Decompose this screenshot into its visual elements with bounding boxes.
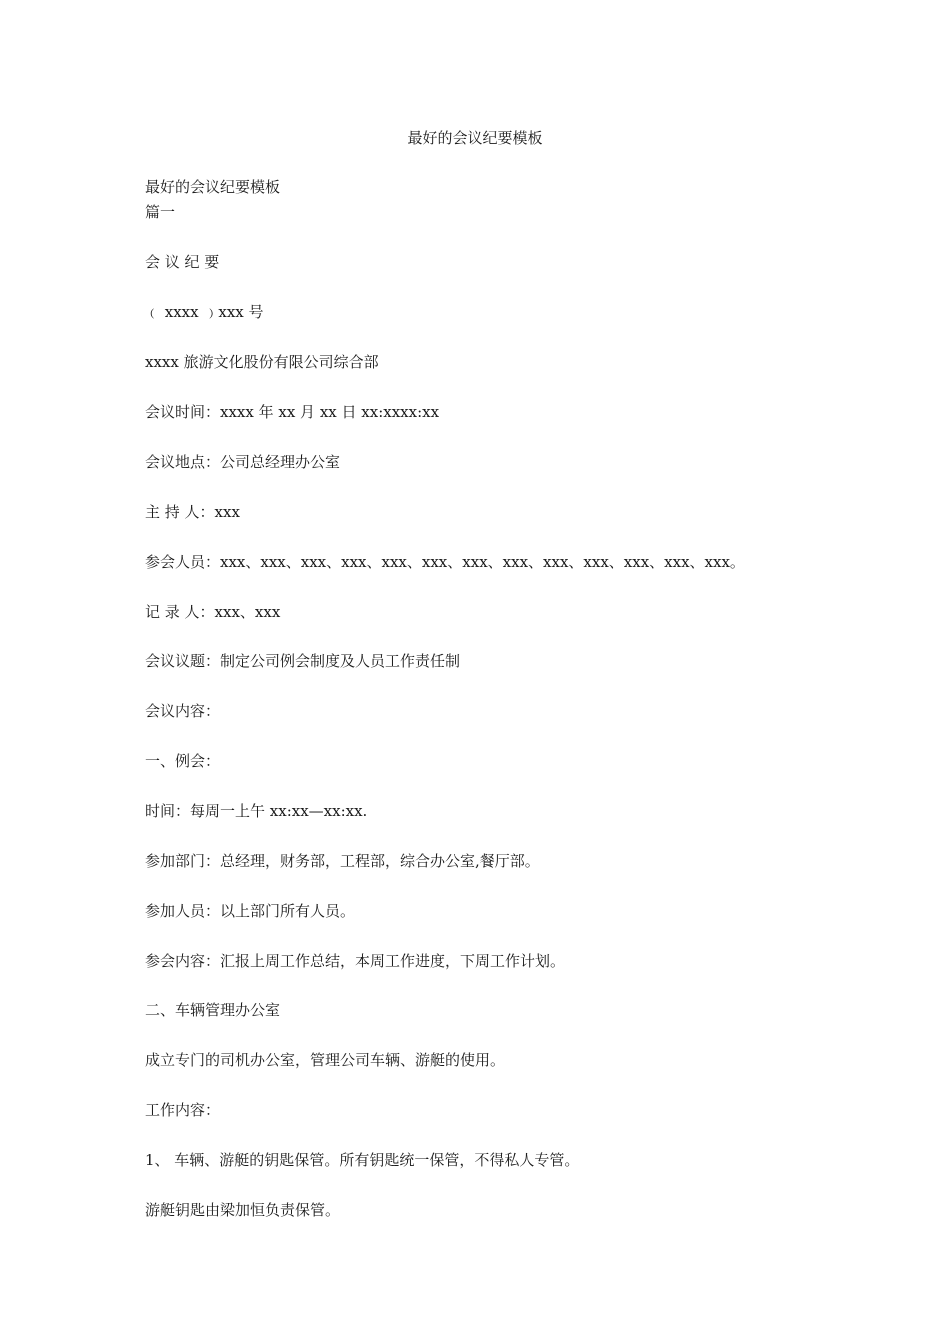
meeting-location: 会议地点：公司总经理办公室 <box>145 453 341 471</box>
document-number: ﹙ xxxx ﹚xxx 号 <box>145 303 264 321</box>
meeting-attendees: 参会人员：xxx、xxx、xxx、xxx、xxx、xxx、xxx、xxx、xxx、xxx、xxx、xxx、xxx。 <box>145 553 745 571</box>
participating-departments: 参加部门：总经理，财务部，工程部，综合办公室,餐厅部。 <box>145 852 540 870</box>
section-vehicle-office: 二、车辆管理办公室 <box>145 1001 281 1019</box>
section-regular-meeting: 一、例会： <box>145 752 221 770</box>
minutes-heading: 会 议 纪 要 <box>145 253 220 271</box>
meeting-agenda: 参会内容：汇报上周工作总结，本周工作进度，下周工作计划。 <box>145 952 566 970</box>
work-item-1: 1、 车辆、游艇的钥匙保管。所有钥匙统一保管，不得私人专管。 <box>145 1151 580 1169</box>
participating-staff: 参加人员：以上部门所有人员。 <box>145 902 356 920</box>
document-title: 最好的会议纪要模板 <box>407 129 543 147</box>
meeting-time: 会议时间：xxxx 年 xx 月 xx 日 xx:xxxx:xx <box>145 403 440 421</box>
meeting-topic: 会议议题：制定公司例会制度及人员工作责任制 <box>145 652 461 670</box>
meeting-host: 主 持 人：xxx <box>145 503 240 521</box>
section-label-part-one: 篇一 <box>145 203 176 221</box>
meeting-recorder: 记 录 人：xxx、xxx <box>145 603 281 621</box>
yacht-key-note: 游艇钥匙由梁加恒负责保管。 <box>145 1201 341 1219</box>
meeting-content-heading: 会议内容： <box>145 702 221 720</box>
vehicle-office-description: 成立专门的司机办公室，管理公司车辆、游艇的使用。 <box>145 1051 506 1069</box>
regular-meeting-time: 时间：每周一上午 xx:xx—xx:xx. <box>145 802 368 820</box>
work-content-heading: 工作内容： <box>145 1101 221 1119</box>
issuing-department: xxxx 旅游文化股份有限公司综合部 <box>145 353 379 371</box>
doc-subtitle: 最好的会议纪要模板 <box>145 178 281 196</box>
